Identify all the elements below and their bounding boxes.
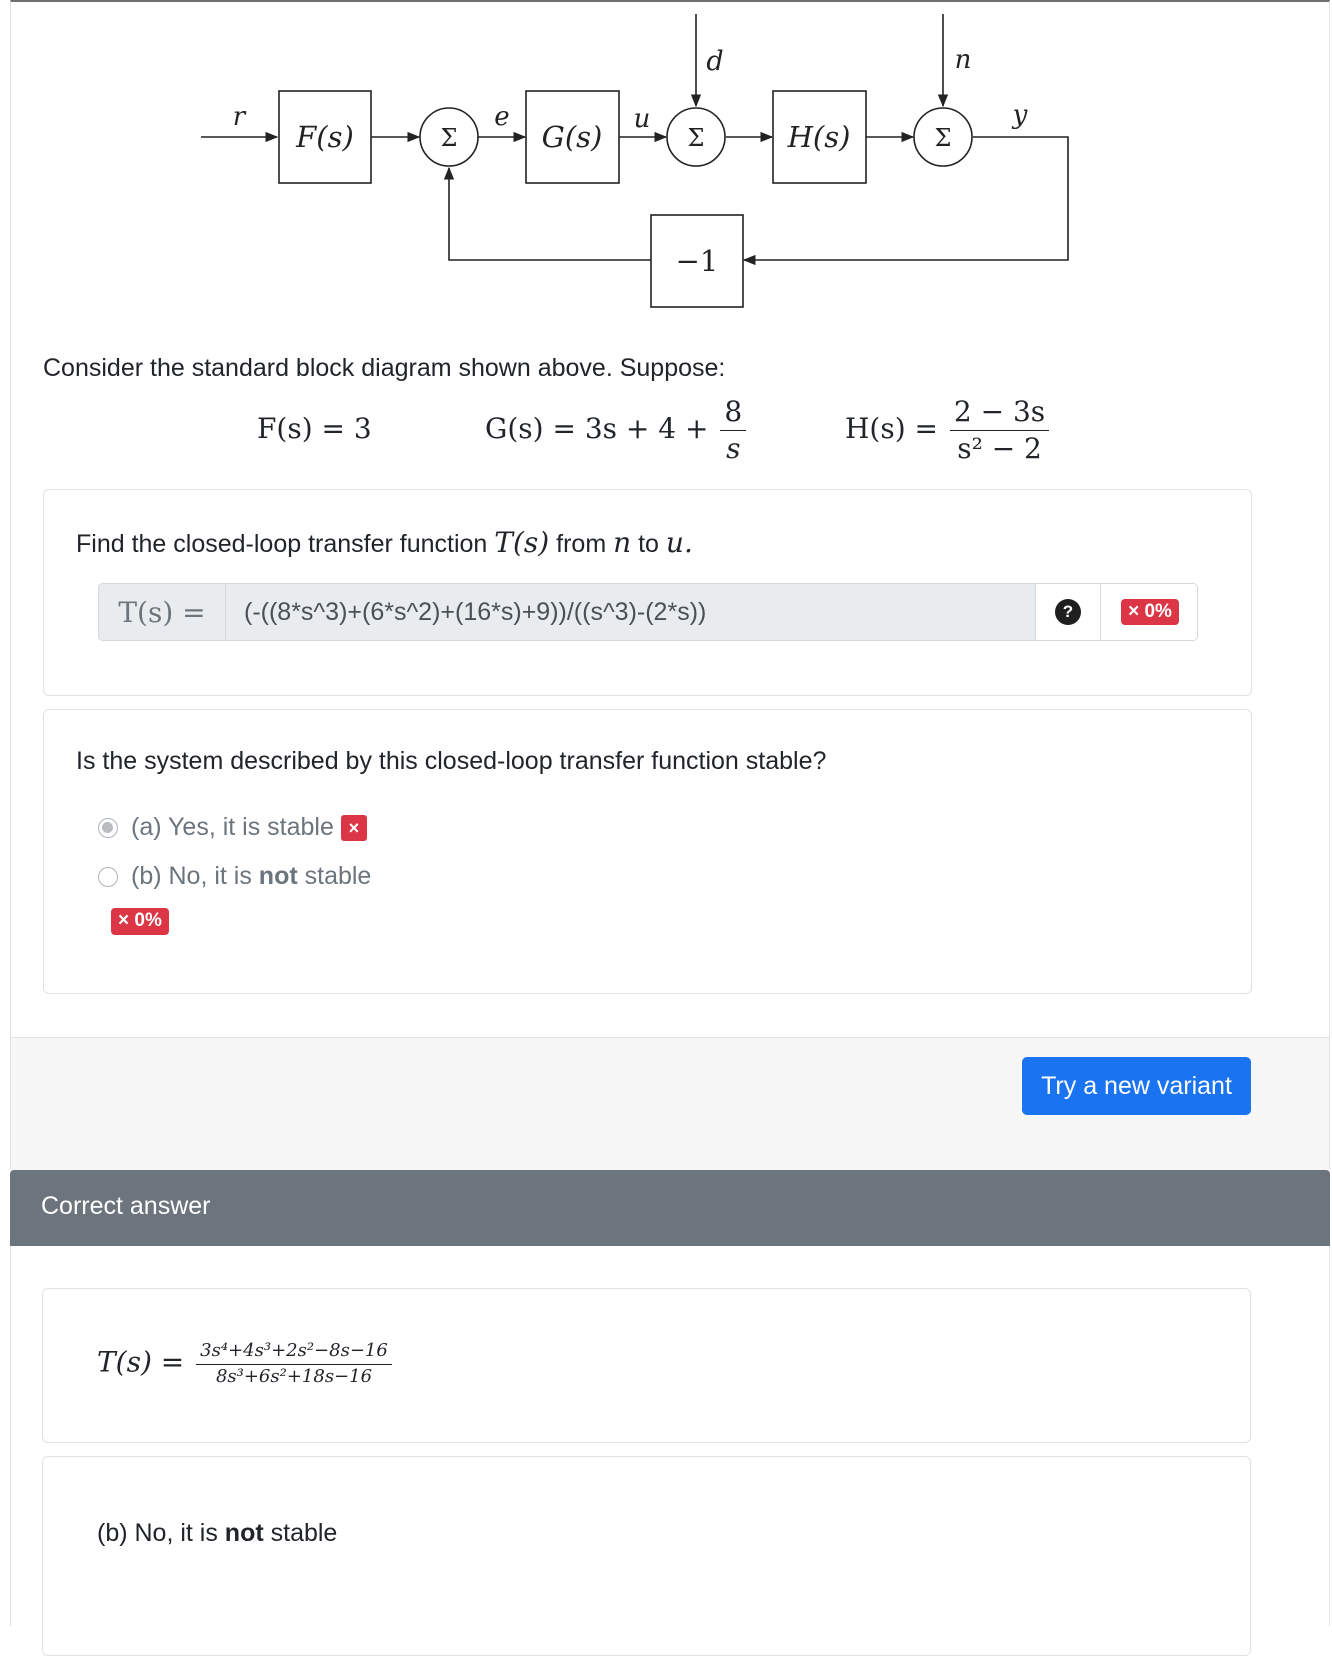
correct-transfer-card: [42, 1288, 1251, 1443]
signal-r: r: [232, 102, 246, 132]
correct-T-fraction: [196, 1341, 392, 1387]
part2-card: [43, 709, 1252, 994]
H-definition-lhs: H(s) =: [845, 412, 938, 446]
correct-stable-suffix: stable: [263, 1519, 338, 1547]
G-fraction-num: 8: [720, 396, 746, 431]
part1-prompt-a: Find the closed-loop transfer function: [76, 530, 488, 558]
block-feedback-label: −1: [675, 244, 719, 278]
answer-input[interactable]: [226, 584, 1034, 640]
H-fraction: [950, 396, 1049, 465]
correct-T-den: 8s³+6s²+18s−16: [215, 1365, 373, 1387]
option-b-suffix: stable: [297, 862, 372, 890]
part1-prompt-n: n: [613, 526, 632, 559]
answer-label: T(s) =: [99, 584, 226, 640]
option-a[interactable]: [98, 813, 367, 842]
correct-transfer-function: [97, 1341, 395, 1387]
option-b-bold: not: [258, 862, 298, 890]
part2-score: [111, 908, 169, 935]
H-fraction-num: 2 − 3s: [950, 396, 1049, 431]
part2-prompt: Is the system described by this closed-loop transfer function stable?: [76, 747, 827, 775]
correct-answer-header: Correct answer: [10, 1170, 1330, 1246]
part2-score-badge: × 0%: [111, 908, 169, 935]
incorrect-icon: ×: [341, 815, 367, 841]
correct-stable-prefix: (b) No, it is: [97, 1519, 225, 1547]
signal-n: n: [954, 45, 972, 75]
block-F-label: F(s): [296, 120, 354, 154]
F-definition: [257, 412, 372, 445]
part1-prompt-c: to: [638, 530, 659, 558]
option-b-prefix: (b) No, it is: [131, 862, 259, 890]
sum-symbol-3: Σ: [934, 124, 952, 152]
sum-symbol-2: Σ: [687, 124, 705, 152]
correct-T-label: T(s) =: [97, 1345, 185, 1379]
answer-input-group: [98, 583, 1198, 641]
H-definition: [845, 396, 1052, 465]
G-definition-lhs: G(s) = 3s + 4 +: [485, 412, 709, 446]
option-a-radio[interactable]: [98, 818, 118, 838]
part1-card: [43, 489, 1252, 696]
block-H-label: H(s): [787, 120, 851, 154]
card-footer: [11, 1037, 1329, 1173]
H-fraction-den: s² − 2: [957, 432, 1042, 466]
correct-T-num: 3s⁴+4s³+2s²−8s−16: [196, 1341, 392, 1365]
option-a-label[interactable]: (a) Yes, it is stable: [131, 813, 334, 841]
correct-stable-bold: not: [224, 1519, 264, 1547]
block-G-label: G(s): [541, 120, 603, 154]
problem-intro: Consider the standard block diagram shown above. Suppose:: [43, 354, 726, 382]
part1-prompt: [76, 526, 693, 559]
part1-prompt-T: T(s): [494, 526, 550, 559]
block-diagram: [11, 2, 1329, 322]
G-definition: [485, 396, 749, 465]
signal-u: u: [633, 104, 651, 134]
try-new-variant-button[interactable]: Try a new variant: [1022, 1057, 1251, 1115]
G-fraction: [720, 396, 746, 465]
option-b[interactable]: [98, 862, 371, 891]
part1-score-badge: × 0%: [1121, 599, 1179, 626]
signal-e: e: [494, 102, 510, 132]
help-icon[interactable]: ?: [1055, 599, 1081, 625]
help-button[interactable]: [1035, 584, 1100, 640]
signal-d: d: [706, 46, 724, 77]
option-b-radio[interactable]: [98, 867, 118, 887]
part1-prompt-u: u.: [665, 526, 693, 559]
correct-stability-card: [42, 1456, 1251, 1656]
signal-y: y: [1012, 100, 1028, 130]
question-card: [10, 0, 1330, 1172]
F-definition-text: F(s) = 3: [257, 412, 372, 445]
part1-prompt-b: from: [556, 530, 607, 558]
option-b-label[interactable]: [131, 862, 371, 891]
correct-answer-panel: [10, 1246, 1330, 1626]
correct-stability-answer: [97, 1519, 337, 1548]
sum-symbol-1: Σ: [440, 124, 458, 152]
part1-score: [1100, 584, 1198, 640]
G-fraction-den: s: [726, 432, 741, 466]
